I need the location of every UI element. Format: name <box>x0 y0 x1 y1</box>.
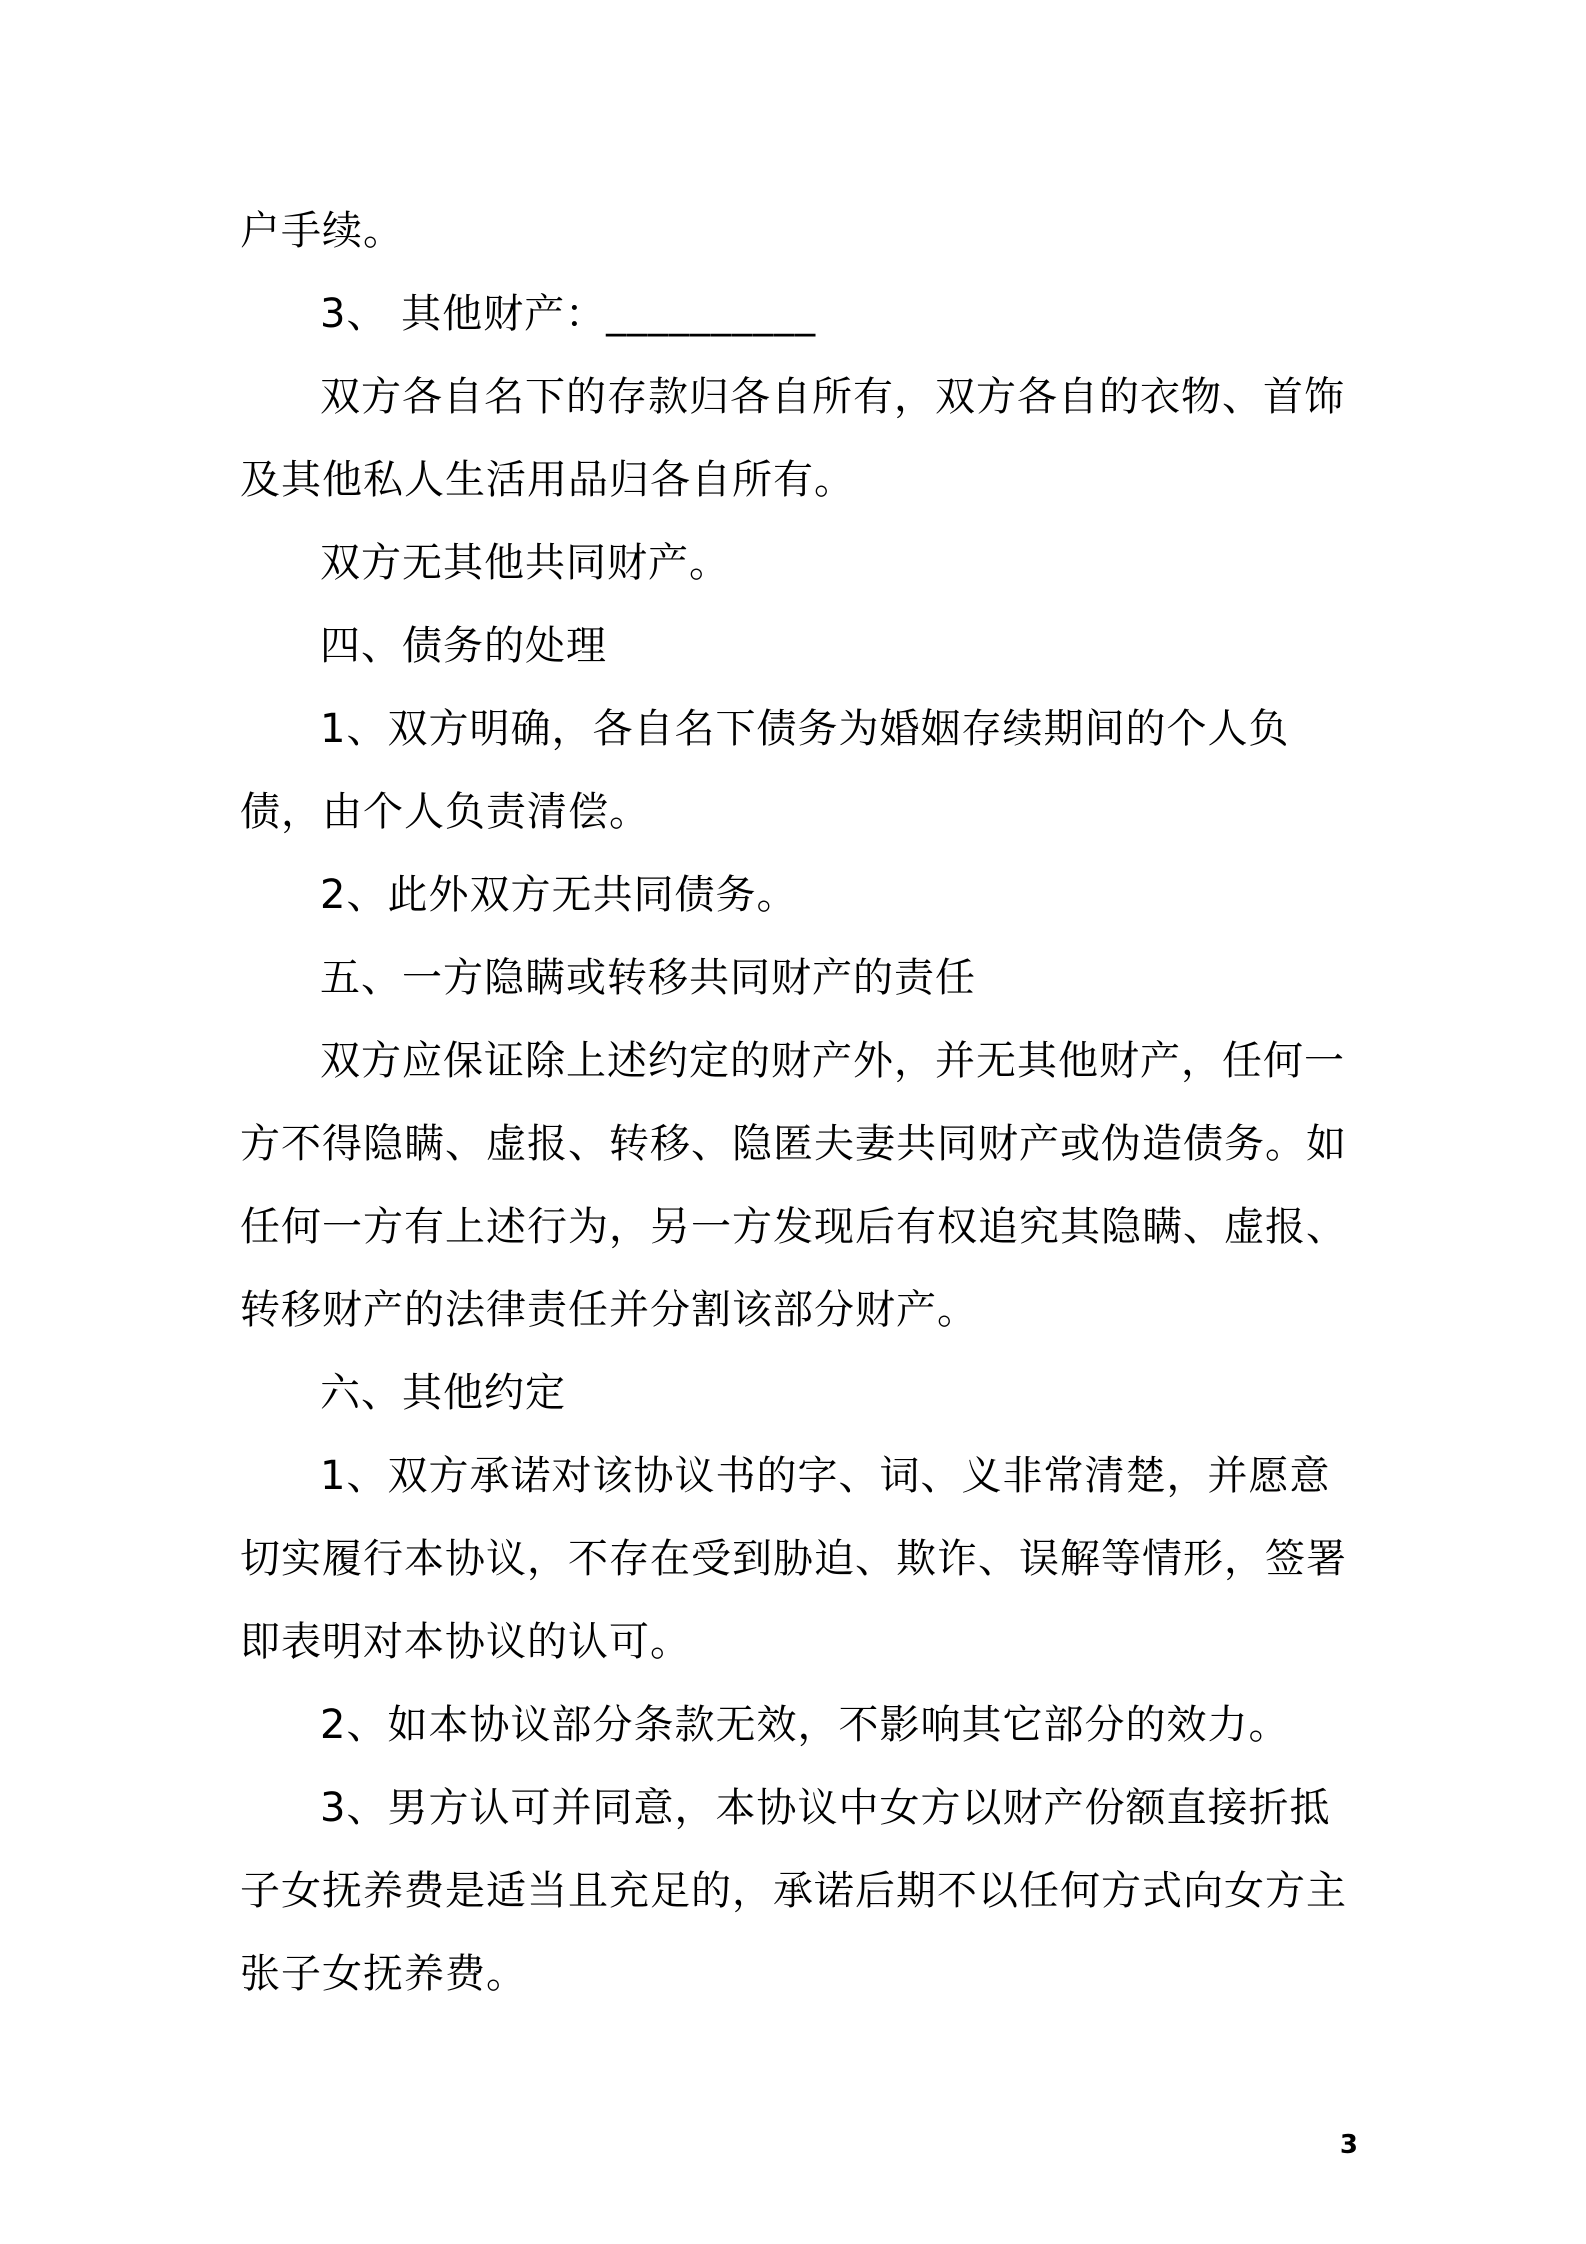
paragraph: 1、双方承诺对该协议书的字、词、义非常清楚，并愿意切实履行本协议，不存在受到胁迫、欺诈、误解等情形，签署即表明对本协议的认可。 <box>240 1453 1347 1665</box>
page-number: 3 <box>1339 2130 1358 2160</box>
document-body <box>240 190 1362 2016</box>
paragraph: 3、男方认可并同意，本协议中女方以财产份额直接折抵子女抚养费是适当且充足的，承诺后期不以任何方式向女方主张子女抚养费。 <box>240 1785 1347 1997</box>
paragraph: 2、如本协议部分条款无效，不影响其它部分的效力。 <box>320 1702 1290 1748</box>
paragraph: 2、此外双方无共同债务。 <box>320 872 798 918</box>
section-heading: 五、一方隐瞒或转移共同财产的责任 <box>320 955 976 1001</box>
paragraph: 双方无其他共同财产。 <box>320 540 730 586</box>
paragraph: 3、 其他财产：__________ <box>320 291 817 337</box>
paragraph: 双方各自名下的存款归各自所有，双方各自的衣物、首饰及其他私人生活用品归各自所有。 <box>240 374 1345 503</box>
paragraph: 户手续。 <box>240 208 404 254</box>
section-heading: 六、其他约定 <box>320 1370 566 1416</box>
paragraph: 双方应保证除上述约定的财产外，并无其他财产，任何一方不得隐瞒、虚报、转移、隐匿夫妻共同财产或伪造债务。如任何一方有上述行为，另一方发现后有权追究其隐瞒、虚报、转移财产的法律责任并分割该部分财产。 <box>240 1038 1347 1333</box>
paragraph: 1、双方明确，各自名下债务为婚姻存续期间的个人负债，由个人负责清偿。 <box>240 706 1290 835</box>
section-heading: 四、债务的处理 <box>320 623 607 669</box>
